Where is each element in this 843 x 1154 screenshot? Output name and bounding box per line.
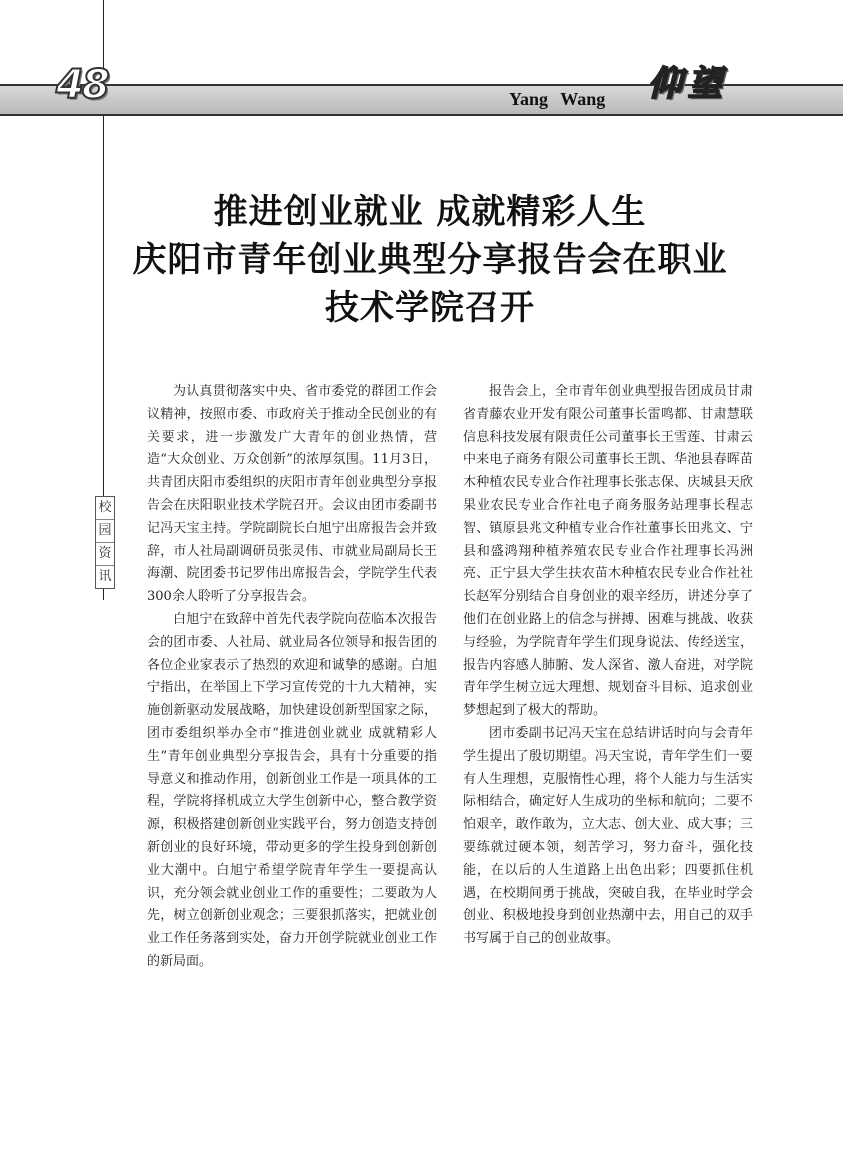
article-column-left [147, 381, 437, 974]
section-tag-char: 园 [96, 520, 114, 543]
paragraph: 为认真贯彻落实中央、省市委党的群团工作会议精神，按照市委、市政府关于推动全民创业的有关要求，进一步激发广大青年的创业热情，营造“大众创业、万众创新”的浓厚氛围。11月3日，共青团庆阳市委组织的庆阳市青年创业典型分享报告会在庆阳职业技术学院召开。会议由团市委副书记冯天宝主持。学院副院长白旭宁出席报告会并致辞，市人社局副调研员张灵伟、市就业局副局长王海潮、院团委书记罗伟出席报告会，学院学生代表300余人聆听了分享报告会。 [147, 384, 437, 605]
article-title [120, 188, 740, 332]
magazine-logo: 仰望 [648, 64, 728, 104]
title-line-3: 技术学院召开 [325, 288, 535, 328]
section-tag-char: 讯 [98, 569, 112, 584]
title-line-2: 庆阳市青年创业典型分享报告会在职业 [132, 240, 728, 280]
section-tag [95, 496, 115, 589]
section-tag-char: 资 [96, 543, 114, 566]
magazine-name-english: Yang Wang [509, 89, 606, 109]
title-line-1: 推进创业就业 成就精彩人生 [213, 192, 647, 232]
paragraph: 团市委副书记冯天宝在总结讲话时向与会青年学生提出了殷切期望。冯天宝说，青年学生们一要有人生理想，克服惰性心理，将个人能力与生活实际相结合，确定好人生成功的坐标和航向；二要不怕艰辛，敢作敢为，立大志、创大业、成大事；三要练就过硬本领，刻苦学习，努力奋斗，强化技能，在以后的人生道路上出色出彩；四要抓住机遇，在校期间勇于挑战，突破自我，在毕业时学会创业、积极地投身到创业热潮中去，用自己的双手书写属于自己的创业故事。 [463, 725, 753, 947]
page-number: 48 [56, 62, 108, 108]
section-tag-char: 校 [96, 497, 114, 520]
paragraph: 白旭宁在致辞中首先代表学院向莅临本次报告会的团市委、人社局、就业局各位领导和报告团的各位企业家表示了热烈的欢迎和诚挚的感谢。白旭宁指出，在举国上下学习宣传党的十九大精神，实施创新驱动发展战略，加快建设创新型国家之际，团市委组织举办全市“推进创业就业 成就精彩人生”青年创业典型分享报告会，具有十分重要的指导意义和推动作用，创新创业工作是一项具体的工程，学院将择机成立大学生创新中心，整合教学资源，积极搭建创新创业实践平台，努力创造支持创新创业的良好环境，带动更多的学生投身到创新创业大潮中。白旭宁希望学院青年学生一要提高认识，充分领会就业创业工作的重要性；二要敢为人先，树立创新创业观念；三要狠抓落实，把就业创业工作任务落到实处，奋力开创学院就业创业工作的新局面。 [147, 611, 437, 969]
article-column-right [463, 381, 753, 951]
paragraph: 报告会上，全市青年创业典型报告团成员甘肃省青藤农业开发有限公司董事长雷鸣都、甘肃慧联信息科技发展有限责任公司董事长王雪莲、甘肃云中来电子商务有限公司董事长王凯、华池县春晖苗木种植农民专业合作社理事长张志保、庆城县天欣果业农民专业合作社电子商务服务站理事长程志智、镇原县兆文种植专业合作社董事长田兆文、宁县和盛鸿翔种植养殖农民专业合作社理事长冯洲亮、正宁县大学生扶农苗木种植农民专业合作社社长赵军分别结合自身创业的艰辛经历，讲述分享了他们在创业路上的信念与拼搏、困难与挑战、收获与经验，为学院青年学生们现身说法、传经送宝，报告内容感人肺腑、发人深省、激人奋进，对学院青年学生树立远大理想、规划奋斗目标、追求创业梦想起到了极大的帮助。 [463, 384, 753, 719]
